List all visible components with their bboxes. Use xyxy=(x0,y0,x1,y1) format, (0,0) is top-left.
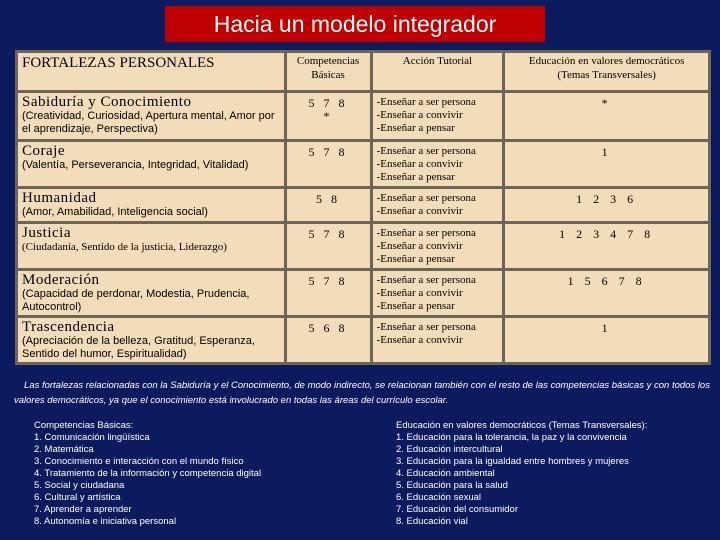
legend-item: 3. Conocimiento e interacción con el mundo físico xyxy=(34,456,244,467)
legend-item: 4. Tratamiento de la información y competencia digital xyxy=(34,468,262,479)
strength-desc: (Valentía, Perseverancia, Integridad, Vitalidad) xyxy=(22,159,249,171)
accion-item: -Enseñar a convivir xyxy=(376,158,463,170)
strength-name: Sabiduría y Conocimiento xyxy=(22,94,192,110)
legend-item: 8. Educación vial xyxy=(396,516,468,527)
legend-item: 5. Social y ciudadana xyxy=(34,480,125,491)
competencias-value: 5 7 8 xyxy=(308,96,348,110)
strength-name: Humanidad xyxy=(22,190,97,206)
legend-item: 3. Educación para la igualdad entre hombres y mujeres xyxy=(396,456,629,467)
competencias-value: 5 6 8 xyxy=(308,321,348,335)
legend-item: 8. Autonomía e iniciativa personal xyxy=(34,516,177,527)
valores-cell: 1 2 3 6 xyxy=(505,189,708,221)
legend-competencias xyxy=(34,420,261,528)
accion-cell xyxy=(373,142,503,186)
page-title: Hacia un modelo integrador xyxy=(165,6,545,42)
legend-item: 7. Aprender a aprender xyxy=(34,504,132,515)
legend-item: 5. Educación para la salud xyxy=(396,480,508,491)
accion-item: -Enseñar a convivir xyxy=(376,334,463,346)
header-competencias xyxy=(287,53,370,90)
accion-item: -Enseñar a ser persona xyxy=(376,96,476,108)
strength-name: Justicia xyxy=(22,225,71,241)
accion-item: -Enseñar a pensar xyxy=(376,122,455,134)
accion-item: -Enseñar a ser persona xyxy=(376,321,476,333)
legend-item: 2. Matemática xyxy=(34,444,94,455)
fortalezas-table xyxy=(15,50,711,365)
strength-desc: (Ciudadanía, Sentido de la justicia, Liderazgo) xyxy=(22,241,227,253)
accion-item: -Enseñar a ser persona xyxy=(376,274,476,286)
table-row xyxy=(18,318,708,362)
header-competencias-line-2: Básicas xyxy=(311,69,345,81)
competencias-cell xyxy=(287,271,370,315)
valores-cell: * xyxy=(505,93,708,139)
valores-cell: 1 2 3 4 7 8 xyxy=(505,224,708,268)
valores-cell: 1 xyxy=(505,142,708,186)
table-row xyxy=(18,271,708,315)
strength-cell xyxy=(18,189,284,221)
header-valores xyxy=(505,53,708,90)
accion-cell xyxy=(373,224,503,268)
competencias-value: 5 8 xyxy=(316,192,341,206)
competencias-value: * xyxy=(323,109,333,123)
strength-cell xyxy=(18,318,284,362)
accion-item: -Enseñar a convivir xyxy=(376,109,463,121)
legend-title: Educación en valores democráticos (Temas Transversales): xyxy=(396,420,648,431)
accion-item: -Enseñar a convivir xyxy=(376,205,463,217)
strength-name: Trascendencia xyxy=(22,319,115,335)
strength-desc: (Amor, Amabilidad, Inteligencia social) xyxy=(22,206,208,218)
competencias-cell xyxy=(287,93,370,139)
legend-valores xyxy=(396,420,647,528)
strength-cell xyxy=(18,224,284,268)
accion-item: -Enseñar a convivir xyxy=(376,287,463,299)
accion-item: -Enseñar a pensar xyxy=(376,171,455,183)
competencias-value: 5 7 8 xyxy=(308,227,348,241)
valores-cell: 1 5 6 7 8 xyxy=(505,271,708,315)
legend-item: 6. Cultural y artística xyxy=(34,492,121,503)
legend-item: 6. Educación sexual xyxy=(396,492,482,503)
legend-item: 1. Comunicación lingüística xyxy=(34,432,150,443)
strength-desc: (Creatividad, Curiosidad, Apertura mental, Amor por el aprendizaje, Perspectiva) xyxy=(22,110,275,135)
accion-cell xyxy=(373,189,503,221)
accion-item: -Enseñar a ser persona xyxy=(376,192,476,204)
valores-cell: 1 xyxy=(505,318,708,362)
accion-item: -Enseñar a ser persona xyxy=(376,145,476,157)
competencias-cell xyxy=(287,318,370,362)
competencias-value: 5 7 8 xyxy=(308,274,348,288)
strength-cell xyxy=(18,142,284,186)
strength-desc: (Capacidad de perdonar, Modestia, Prudencia, Autocontrol) xyxy=(22,288,250,313)
accion-item: -Enseñar a pensar xyxy=(376,300,455,312)
strength-cell xyxy=(18,93,284,139)
table-row xyxy=(18,224,708,268)
legend-title: Competencias Básicas: xyxy=(34,420,134,431)
accion-cell xyxy=(373,93,503,139)
strength-cell xyxy=(18,271,284,315)
accion-item: -Enseñar a ser persona xyxy=(376,227,476,239)
legend-item: 7. Educación del consumidor xyxy=(396,504,518,515)
strength-desc: (Apreciación de la belleza, Gratitud, Esperanza, Sentido del humor, Espiritualidad) xyxy=(22,335,255,360)
legend-item: 4. Educación ambiental xyxy=(396,468,495,479)
header-fortalezas: FORTALEZAS PERSONALES xyxy=(18,53,284,90)
strength-name: Moderación xyxy=(22,272,100,288)
footnote: Las fortalezas relacionadas con la Sabiduría y el Conocimiento, de modo indirecto, se relacionan también con el resto de las competencias básicas y con todos los valores democráticos, ya que el conocimiento está involucrado en todas las áreas del currículo escolar. xyxy=(14,380,710,406)
competencias-value: 5 7 8 xyxy=(308,145,348,159)
header-accion: Acción Tutorial xyxy=(373,53,503,90)
competencias-cell xyxy=(287,142,370,186)
table-row xyxy=(18,142,708,186)
strength-name: Coraje xyxy=(22,143,65,159)
competencias-cell xyxy=(287,224,370,268)
table-row xyxy=(18,189,708,221)
accion-cell xyxy=(373,318,503,362)
accion-cell xyxy=(373,271,503,315)
table-row xyxy=(18,93,708,139)
header-competencias-line-1: Competencias xyxy=(296,55,360,67)
header-valores-line-1: Educación en valores democráticos xyxy=(528,55,685,67)
accion-item: -Enseñar a convivir xyxy=(376,240,463,252)
header-valores-line-2: (Temas Transversales) xyxy=(557,69,656,81)
legend-item: 1. Educación para la tolerancia, la paz y la convivencia xyxy=(396,432,627,443)
legend-item: 2. Educación intercultural xyxy=(396,444,503,455)
accion-item: -Enseñar a pensar xyxy=(376,253,455,265)
competencias-cell xyxy=(287,189,370,221)
